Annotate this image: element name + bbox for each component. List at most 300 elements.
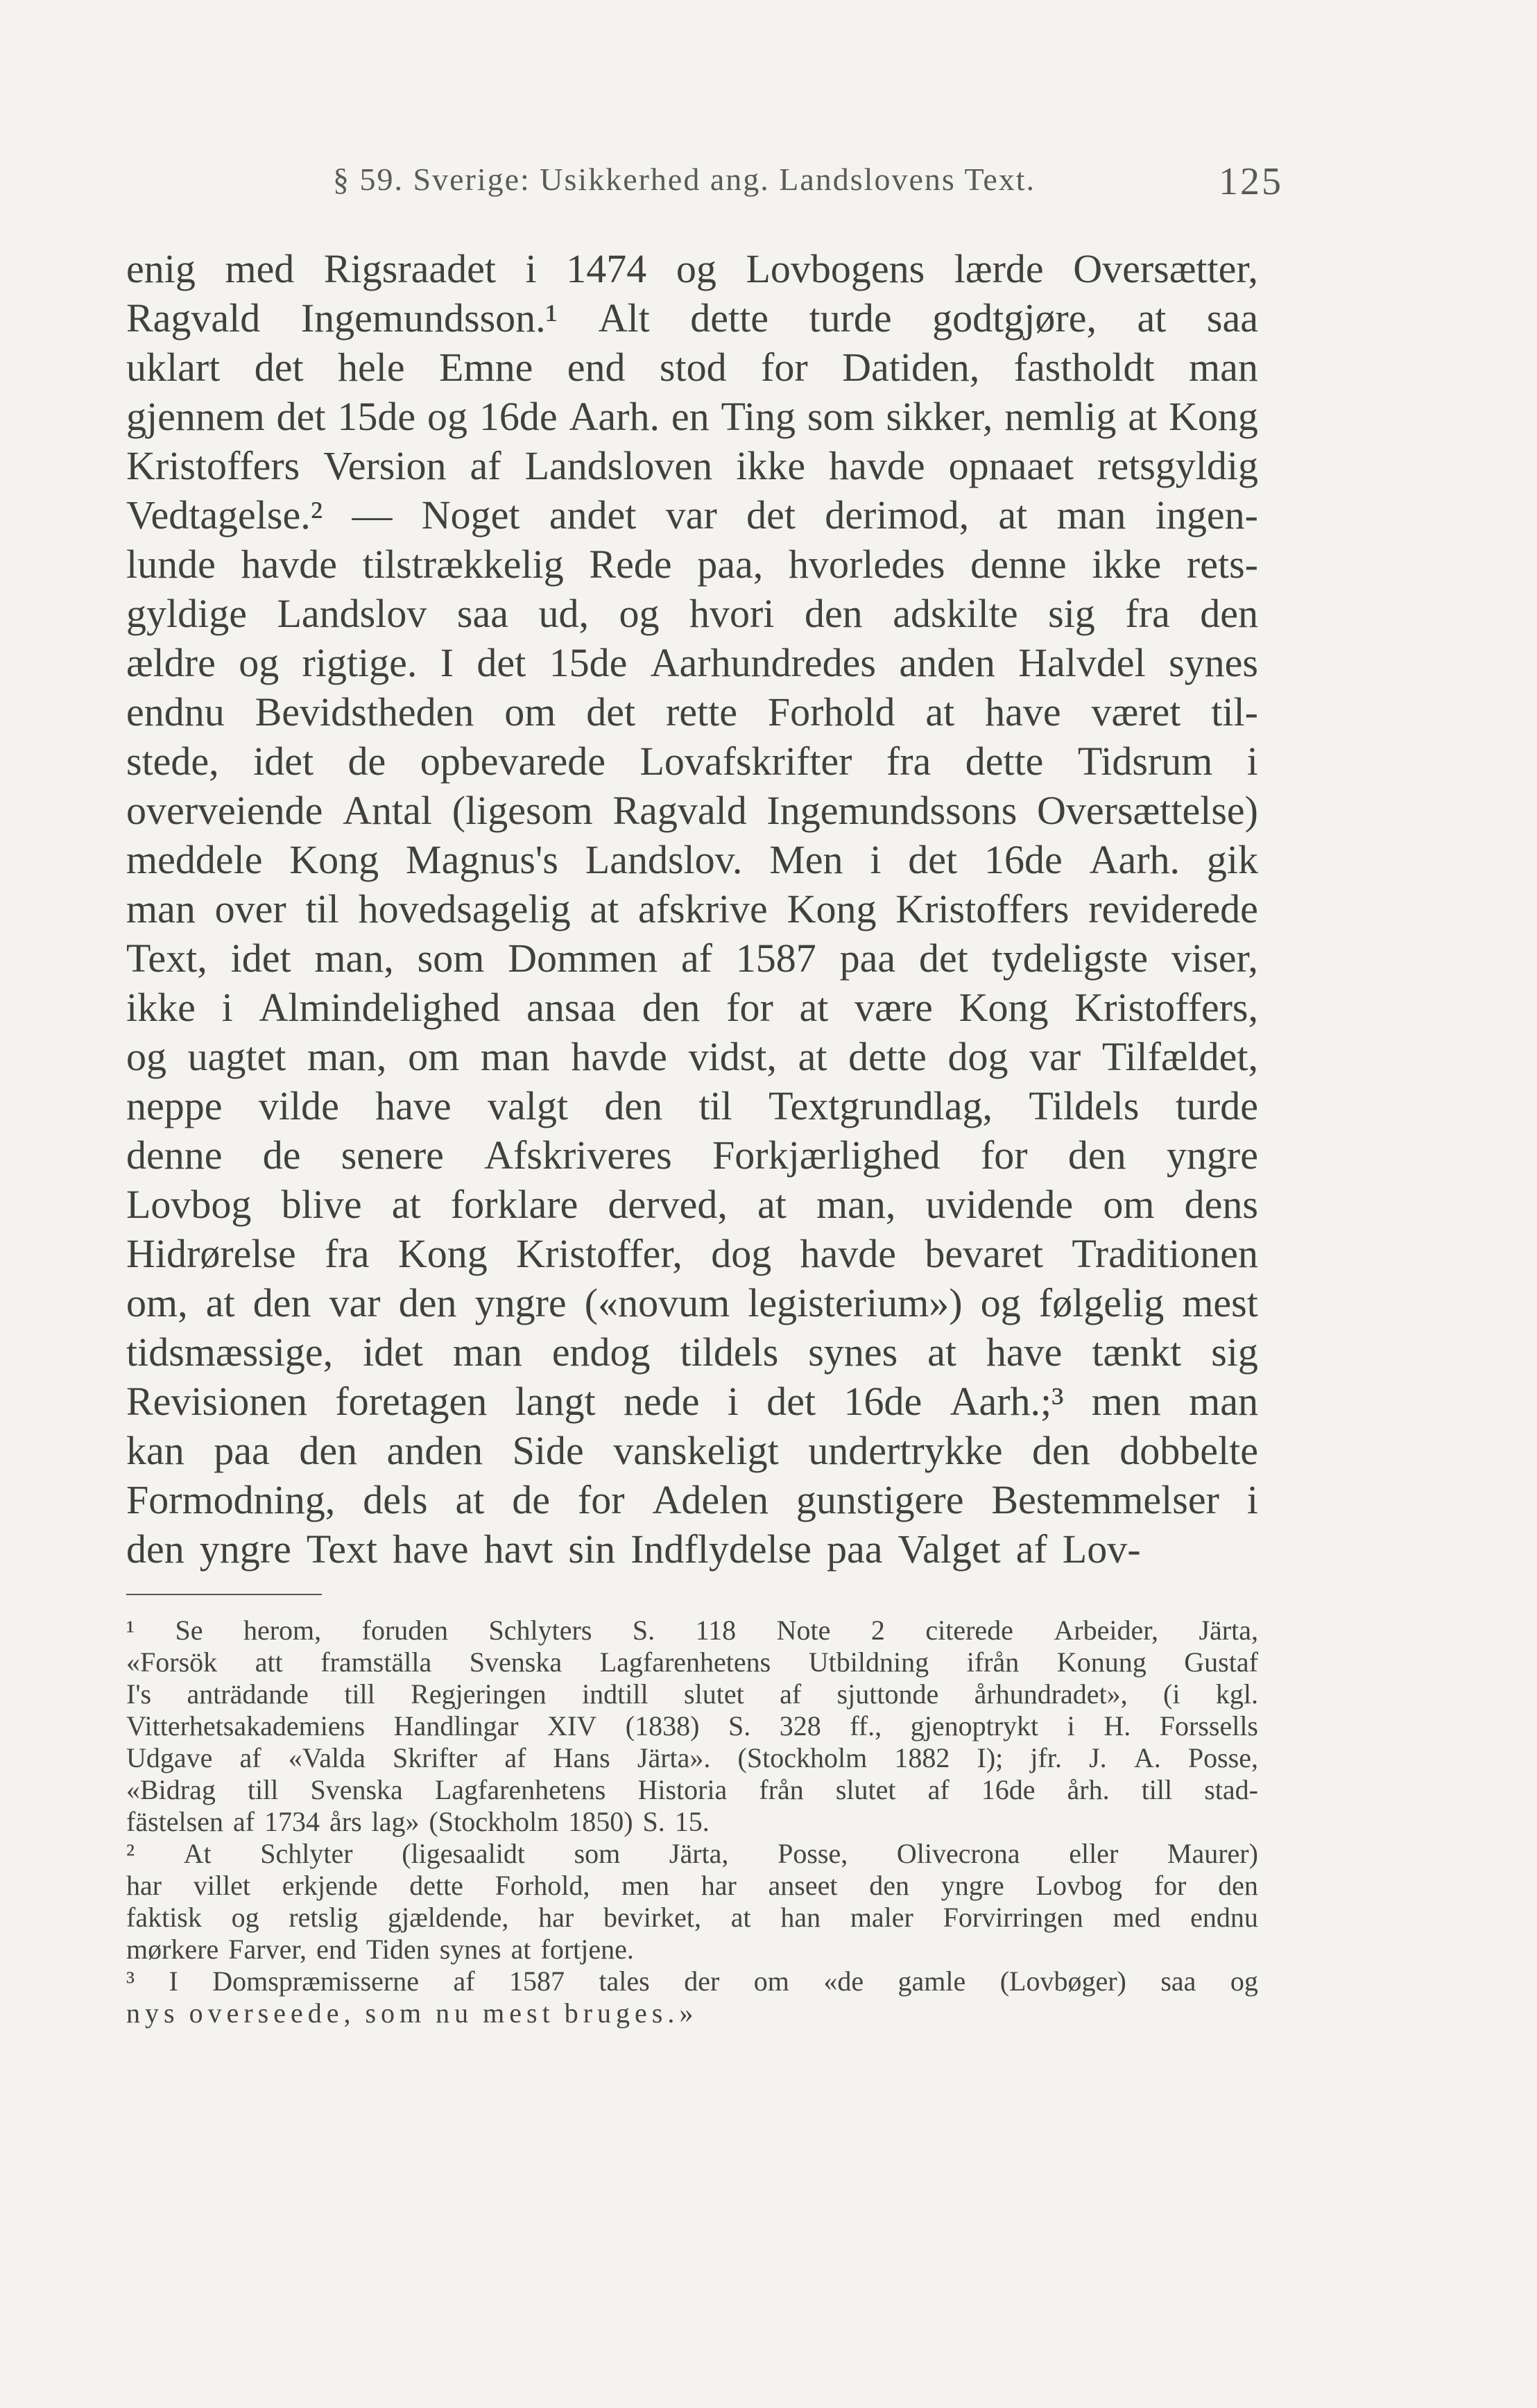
word: Svenska bbox=[469, 1646, 563, 1678]
footnote-line bbox=[126, 1966, 1258, 1997]
footnote-line bbox=[126, 1615, 1258, 1646]
word: Dommen bbox=[508, 936, 658, 981]
word: det bbox=[918, 936, 968, 981]
word: Schlyter bbox=[260, 1838, 353, 1869]
word: foruden bbox=[361, 1615, 449, 1646]
word: till bbox=[247, 1774, 279, 1805]
word: har bbox=[126, 1870, 162, 1901]
word: i bbox=[221, 985, 233, 1030]
word: man bbox=[1189, 345, 1258, 390]
word: kan bbox=[126, 1428, 184, 1473]
text-line bbox=[126, 934, 1258, 983]
word: XIV bbox=[547, 1710, 597, 1742]
word: forklare bbox=[450, 1182, 578, 1227]
word: Forssells bbox=[1159, 1710, 1258, 1742]
word: herom, bbox=[243, 1615, 322, 1646]
word: Posse, bbox=[778, 1838, 848, 1869]
word: Posse, bbox=[1187, 1742, 1258, 1773]
text-line bbox=[126, 983, 1258, 1032]
text-line bbox=[126, 1130, 1258, 1180]
text-line bbox=[126, 1278, 1258, 1327]
text-line bbox=[126, 638, 1258, 687]
word: Forkjærlighed bbox=[712, 1133, 941, 1178]
word: stede, bbox=[126, 739, 219, 784]
word: om bbox=[753, 1966, 789, 1997]
word: Tiden bbox=[366, 1934, 430, 1965]
word: havt bbox=[483, 1526, 553, 1572]
word: de bbox=[512, 1477, 551, 1522]
word: den bbox=[398, 1280, 457, 1325]
word: Hans bbox=[553, 1742, 610, 1773]
word: 16de bbox=[984, 837, 1063, 882]
word: At bbox=[183, 1838, 212, 1869]
word: Tildels bbox=[1029, 1083, 1140, 1128]
text-line bbox=[126, 687, 1258, 737]
text-line bbox=[126, 786, 1258, 835]
word: Oversætter, bbox=[1073, 246, 1258, 291]
word: at bbox=[799, 985, 829, 1030]
word: med bbox=[1113, 1902, 1161, 1933]
word: havde bbox=[241, 542, 338, 587]
word: kgl. bbox=[1215, 1678, 1258, 1710]
text-line bbox=[126, 1524, 1258, 1574]
word: Lagfarenhetens bbox=[434, 1774, 606, 1805]
word: end bbox=[316, 1934, 357, 1965]
word: Adelen bbox=[652, 1477, 768, 1522]
word: paa, bbox=[697, 542, 764, 587]
text-line bbox=[126, 1081, 1258, 1130]
word: andet bbox=[549, 492, 637, 538]
word: Kristoffers, bbox=[1074, 985, 1258, 1030]
word: I); bbox=[977, 1742, 1004, 1773]
word: faktisk bbox=[126, 1902, 202, 1933]
word: Kristoffer, bbox=[516, 1231, 682, 1276]
word: at bbox=[798, 1034, 827, 1079]
word: synes bbox=[808, 1330, 898, 1375]
word: yngre bbox=[474, 1280, 567, 1325]
footnote-line bbox=[126, 1838, 1258, 1870]
word: från bbox=[759, 1774, 804, 1805]
word: fra bbox=[1125, 591, 1170, 636]
word: af bbox=[470, 443, 501, 488]
word: blive bbox=[281, 1182, 362, 1227]
word: som bbox=[574, 1838, 621, 1869]
word: man bbox=[126, 886, 196, 931]
word: for bbox=[726, 985, 773, 1030]
word: Text bbox=[306, 1526, 378, 1572]
word: ældre bbox=[126, 640, 216, 685]
word: en bbox=[671, 394, 710, 439]
word: Forvirringen bbox=[943, 1902, 1083, 1933]
word: dette bbox=[409, 1870, 463, 1901]
word: yngre bbox=[1166, 1133, 1258, 1178]
word: Historia bbox=[637, 1774, 728, 1805]
word: har bbox=[538, 1902, 574, 1933]
word: var bbox=[329, 1280, 381, 1325]
word: idet bbox=[253, 739, 314, 784]
word: var bbox=[665, 492, 717, 538]
word: J. bbox=[1089, 1742, 1107, 1773]
word: dog bbox=[947, 1034, 1008, 1079]
word: dobbelte bbox=[1119, 1428, 1258, 1473]
word: I's bbox=[126, 1678, 152, 1710]
word: erkjende bbox=[282, 1870, 378, 1901]
word: Utbildning bbox=[808, 1646, 929, 1678]
word: Valget bbox=[898, 1526, 1001, 1572]
word: hvori bbox=[689, 591, 775, 636]
word: langt bbox=[515, 1379, 596, 1424]
footnote-line bbox=[126, 1742, 1258, 1774]
word: havde bbox=[800, 1231, 897, 1276]
word: dog bbox=[711, 1231, 772, 1276]
word: vilde bbox=[258, 1083, 339, 1128]
text-line bbox=[126, 589, 1258, 638]
word: Note bbox=[776, 1615, 831, 1646]
word: Halvdel bbox=[1018, 640, 1146, 685]
word: citerede bbox=[925, 1615, 1013, 1646]
word: 118 bbox=[695, 1615, 737, 1646]
word: A. bbox=[1133, 1742, 1161, 1773]
word: stad- bbox=[1204, 1774, 1258, 1805]
word: senere bbox=[341, 1133, 444, 1178]
word: Kong bbox=[959, 985, 1049, 1030]
word: Aarh. bbox=[1089, 837, 1180, 882]
word: i bbox=[727, 1379, 739, 1424]
word: gyldige bbox=[126, 591, 247, 636]
word: dens bbox=[1184, 1182, 1258, 1227]
word: (1838) bbox=[625, 1710, 700, 1742]
word: anträdande bbox=[187, 1678, 309, 1710]
word: reviderede bbox=[1088, 886, 1258, 931]
word: Textgrundlag, bbox=[768, 1083, 993, 1128]
footnotes bbox=[126, 1615, 1258, 2029]
word: S. bbox=[632, 1615, 655, 1646]
word: om, bbox=[126, 1280, 188, 1325]
word: (ligesom bbox=[452, 788, 593, 833]
word: have bbox=[393, 1526, 469, 1572]
word: dels bbox=[363, 1477, 428, 1522]
word: gjenoptrykt bbox=[910, 1710, 1039, 1742]
word: og bbox=[980, 1280, 1021, 1325]
word: saa bbox=[1206, 295, 1258, 341]
word: endog bbox=[551, 1330, 651, 1375]
word: 328 bbox=[779, 1710, 821, 1742]
word: hele bbox=[338, 345, 405, 390]
word: Ragvald bbox=[612, 788, 747, 833]
word: af bbox=[927, 1774, 950, 1805]
word: sig bbox=[1048, 591, 1095, 636]
word: denne bbox=[970, 542, 1067, 587]
word: de bbox=[262, 1133, 301, 1178]
word: Aarh.;³ bbox=[950, 1379, 1064, 1424]
word: ikke bbox=[1092, 542, 1162, 587]
word: lunde bbox=[126, 542, 216, 587]
word: Magnus's bbox=[406, 837, 558, 882]
word: uklart bbox=[126, 345, 221, 390]
word: godtgjøre, bbox=[932, 295, 1097, 341]
word: fra bbox=[886, 739, 931, 784]
word: 1474 bbox=[566, 246, 647, 291]
word: dette bbox=[848, 1034, 927, 1079]
word: årh. bbox=[1067, 1774, 1110, 1805]
word: gjennem bbox=[126, 394, 265, 439]
word: han bbox=[780, 1902, 821, 1933]
word: indtill bbox=[582, 1678, 649, 1710]
word: at bbox=[998, 492, 1028, 538]
word: Konung bbox=[1056, 1646, 1147, 1678]
word: turde bbox=[809, 295, 892, 341]
word: nys bbox=[126, 1997, 180, 2029]
word: at bbox=[925, 689, 955, 734]
word: lag» bbox=[371, 1806, 420, 1837]
word: dette bbox=[965, 739, 1044, 784]
word: denne bbox=[126, 1133, 223, 1178]
word: Landslov bbox=[277, 591, 427, 636]
word: paa bbox=[214, 1428, 270, 1473]
word: have bbox=[985, 689, 1061, 734]
word: Noget bbox=[421, 492, 520, 538]
word: Forhold, bbox=[495, 1870, 590, 1901]
word: i bbox=[525, 246, 537, 291]
running-header bbox=[305, 154, 1283, 209]
word: anseet bbox=[768, 1870, 838, 1901]
word: 16de bbox=[843, 1379, 922, 1424]
word: man, bbox=[816, 1182, 896, 1227]
word: de bbox=[347, 739, 386, 784]
text-line bbox=[126, 1377, 1258, 1426]
word: Afskriveres bbox=[484, 1133, 672, 1178]
word: Rede bbox=[589, 542, 672, 587]
word: idet bbox=[363, 1330, 424, 1375]
word: den bbox=[126, 1526, 184, 1572]
word: meddele bbox=[126, 837, 263, 882]
word: og bbox=[126, 1034, 166, 1079]
word: nemlig bbox=[1004, 394, 1117, 439]
word: Handlingar bbox=[393, 1710, 519, 1742]
word: Landsloven bbox=[524, 443, 713, 488]
word: Järta». bbox=[637, 1742, 711, 1773]
word: tales bbox=[599, 1966, 650, 1997]
word: sig bbox=[1211, 1330, 1258, 1375]
word: være bbox=[855, 985, 933, 1030]
text-line bbox=[126, 1327, 1258, 1377]
word: ifrån bbox=[966, 1646, 1020, 1678]
word: Olivecrona bbox=[896, 1838, 1020, 1869]
text-line bbox=[126, 737, 1258, 786]
word: Udgave bbox=[126, 1742, 213, 1773]
word: Ting bbox=[721, 394, 796, 439]
word: S. bbox=[728, 1710, 751, 1742]
word: tilstrækkelig bbox=[362, 542, 564, 587]
text-line bbox=[126, 1229, 1258, 1278]
word: af bbox=[239, 1742, 261, 1773]
main-text bbox=[126, 244, 1258, 1574]
word: have bbox=[375, 1083, 452, 1128]
word: sikker, bbox=[886, 394, 993, 439]
word: og bbox=[619, 591, 660, 636]
word: det bbox=[276, 394, 326, 439]
text-line bbox=[126, 884, 1258, 934]
word: det bbox=[766, 1379, 816, 1424]
word: legisterium») bbox=[748, 1280, 963, 1325]
word: Oversættelse) bbox=[1037, 788, 1258, 833]
word: gamle bbox=[898, 1966, 966, 1997]
word: ansaa bbox=[526, 985, 616, 1030]
word: den bbox=[299, 1428, 358, 1473]
text-line bbox=[126, 1032, 1258, 1081]
word: Bestemmelser bbox=[991, 1477, 1219, 1522]
word: og bbox=[676, 246, 716, 291]
word: det bbox=[476, 640, 526, 685]
word: opbevarede bbox=[420, 739, 606, 784]
word: Text, bbox=[126, 936, 207, 981]
section-title: § 59. Sverige: Usikkerhed ang. Landslovens Text. bbox=[333, 162, 1036, 197]
word: Revisionen bbox=[126, 1379, 307, 1424]
word: Svenska bbox=[310, 1774, 403, 1805]
word: Tidsrum bbox=[1077, 739, 1213, 784]
word: synes bbox=[439, 1934, 501, 1965]
word: vidst, bbox=[688, 1034, 777, 1079]
word: S. bbox=[642, 1806, 665, 1837]
word: af bbox=[453, 1966, 475, 1997]
word: århundradet», bbox=[974, 1678, 1128, 1710]
word: og bbox=[231, 1902, 259, 1933]
word: gjældende, bbox=[388, 1902, 509, 1933]
word: for bbox=[980, 1133, 1028, 1178]
word: endnu bbox=[126, 689, 225, 734]
word: at bbox=[205, 1280, 235, 1325]
word: den bbox=[869, 1870, 909, 1901]
footnote-line bbox=[126, 1774, 1258, 1806]
page-number: 125 bbox=[1219, 160, 1283, 203]
word: i bbox=[870, 837, 882, 882]
text-line bbox=[126, 1426, 1258, 1475]
word: af bbox=[680, 936, 712, 981]
word: som bbox=[365, 1997, 427, 2029]
word: 15de bbox=[549, 640, 628, 685]
word: «Valda bbox=[288, 1742, 366, 1773]
word: uvidende bbox=[925, 1182, 1074, 1227]
word: gunstigere bbox=[796, 1477, 964, 1522]
word: var bbox=[1029, 1034, 1081, 1079]
word: den bbox=[804, 591, 863, 636]
word: 2 bbox=[870, 1615, 885, 1646]
word: for bbox=[1153, 1870, 1187, 1901]
word: hvorledes bbox=[788, 542, 945, 587]
word: at bbox=[455, 1477, 485, 1522]
word: Indflydelse bbox=[630, 1526, 812, 1572]
word: saa bbox=[1160, 1966, 1196, 1997]
text-line bbox=[126, 244, 1258, 293]
word: rette bbox=[665, 689, 737, 734]
word: — bbox=[352, 492, 393, 538]
word: den bbox=[642, 985, 701, 1030]
footnote-line bbox=[126, 1870, 1258, 1902]
word: synes bbox=[1169, 640, 1258, 685]
word: paa bbox=[839, 936, 896, 981]
word: det bbox=[586, 689, 636, 734]
word: Emne bbox=[439, 345, 533, 390]
word: Almindelighed bbox=[259, 985, 501, 1030]
word: Antal bbox=[343, 788, 432, 833]
word: ff., bbox=[850, 1710, 882, 1742]
word: af bbox=[1015, 1526, 1047, 1572]
word: den bbox=[1200, 591, 1258, 636]
word: mørkere bbox=[126, 1934, 219, 1965]
word: Vedtagelse.² bbox=[126, 492, 323, 538]
word: mest bbox=[1182, 1280, 1258, 1325]
word: nede bbox=[623, 1379, 700, 1424]
word: (ligesaalidt bbox=[402, 1838, 525, 1869]
word: følgelig bbox=[1038, 1280, 1165, 1325]
word: Järta, bbox=[669, 1838, 729, 1869]
word: 16de bbox=[981, 1774, 1036, 1805]
word: retslig bbox=[289, 1902, 359, 1933]
word: Regjeringen bbox=[411, 1678, 547, 1710]
word: Kong bbox=[787, 886, 877, 931]
word: Version bbox=[323, 443, 447, 488]
word: Landslov. bbox=[585, 837, 743, 882]
word: Traditionen bbox=[1072, 1231, 1258, 1276]
word: man bbox=[1056, 492, 1126, 538]
word: Kong bbox=[289, 837, 379, 882]
word: har bbox=[701, 1870, 737, 1901]
word: rigtige. bbox=[302, 640, 418, 685]
word: I bbox=[169, 1966, 178, 1997]
word: gik bbox=[1206, 837, 1258, 882]
text-line bbox=[126, 293, 1258, 343]
word: Datiden, bbox=[842, 345, 980, 390]
word: end bbox=[567, 345, 626, 390]
word: Schlyters bbox=[488, 1615, 592, 1646]
word: anden bbox=[899, 640, 995, 685]
word: uagtet bbox=[187, 1034, 286, 1079]
word: 1734 bbox=[264, 1806, 320, 1837]
word: for bbox=[577, 1477, 625, 1522]
word: lærde bbox=[954, 246, 1044, 291]
word: H. bbox=[1104, 1710, 1131, 1742]
word: nu bbox=[436, 1997, 474, 2029]
word: Lovbog bbox=[126, 1182, 252, 1227]
word: overveiende bbox=[126, 788, 323, 833]
word: 15de bbox=[337, 394, 416, 439]
text-line bbox=[126, 1475, 1258, 1524]
word: derimod, bbox=[825, 492, 970, 538]
word: fästelsen bbox=[126, 1806, 223, 1837]
word: sin bbox=[568, 1526, 616, 1572]
text-line bbox=[126, 1180, 1258, 1229]
word: bruges.» bbox=[564, 1997, 698, 2029]
word: Side bbox=[512, 1428, 584, 1473]
word: i bbox=[1067, 1710, 1075, 1742]
word: man bbox=[453, 1330, 522, 1375]
word: valgt bbox=[488, 1083, 568, 1128]
word: om bbox=[408, 1034, 460, 1079]
word: enig bbox=[126, 246, 196, 291]
word: fastholdt bbox=[1013, 345, 1155, 390]
text-line bbox=[126, 441, 1258, 490]
word: idet bbox=[230, 936, 291, 981]
word: års bbox=[329, 1806, 362, 1837]
word: den bbox=[1031, 1428, 1090, 1473]
word: ingen- bbox=[1155, 492, 1258, 538]
word: (Stockholm bbox=[429, 1806, 559, 1837]
word: (Lovbøger) bbox=[999, 1966, 1126, 1997]
footnote-line bbox=[126, 1806, 1258, 1838]
word: Skrifter bbox=[392, 1742, 478, 1773]
word: 16de bbox=[479, 394, 558, 439]
word: «de bbox=[823, 1966, 864, 1997]
